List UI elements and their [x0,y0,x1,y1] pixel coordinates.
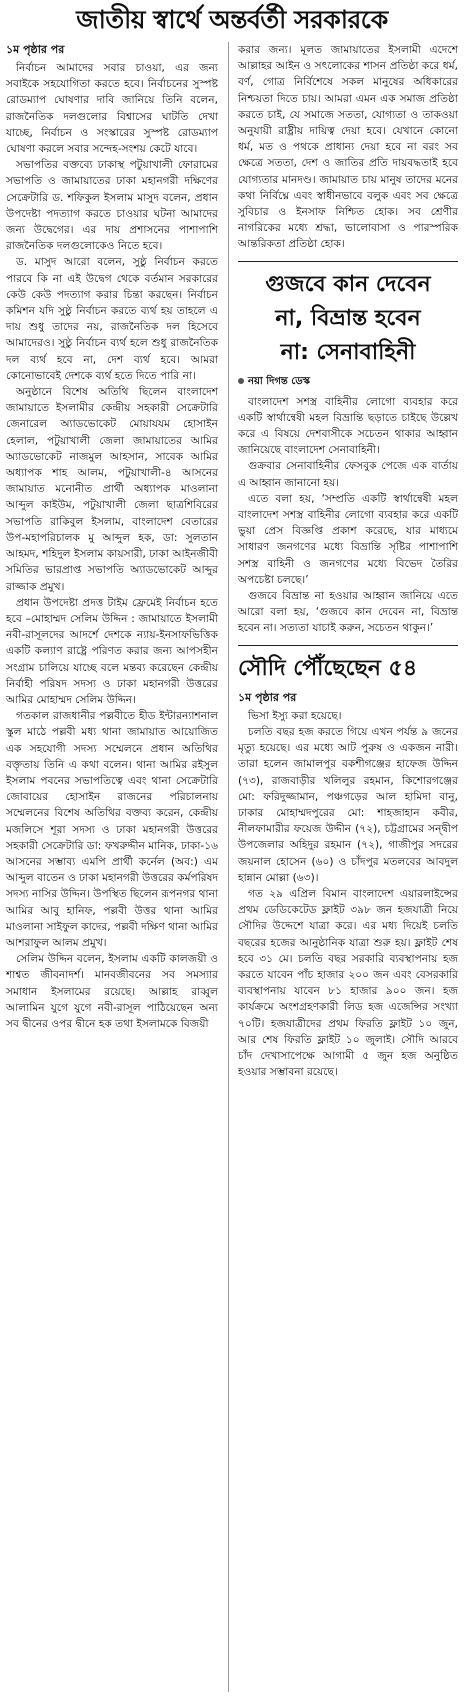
continued-label: ১ম পৃষ্ঠার পর [238,690,297,704]
bullet-icon [238,378,244,384]
article-paragraph: সভাপতির বক্তব্যে ঢাকাস্থ পটুয়াখালী ফোরামের সভাপতি ও জামায়াতের ঢাকা মহানগরী দক্ষিণের সেক্রেটারি ড. শফিকুল ইসলাম মাসুদ বলেন, প্রধান উপদেষ্টা পদত্যাগ করতে চাওয়ার ঘটনা আমাদের জন্য উদ্বেগের। এর দায় প্রশাসনের পাশাপাশি রাজনৈতিক দলগুলোকেও নিতে হবে। [6,159,218,253]
article-paragraph: এতে বলা হয়, ‘সম্প্রতি একটি স্বার্থান্বেষী মহল বাংলাদেশ সশস্ত্র বাহিনীর লোগো ব্যবহার করে একটি ভুয়া প্রেস বিজ্ঞপ্তি প্রকাশ করেছে, যার মাধ্যমে সাধারণ জনগণের মধ্যে বিভ্রান্তি সৃষ্টির পাশাপাশি সশস্ত্র বাহিনী ও জনগণের মধ্যে বিভেদ তৈরির অপচেষ্টা চলছে।’ [238,492,458,586]
left-column [6,42,218,1032]
article-paragraph: গুজবে বিভ্রান্ত না হওয়ার আহ্বান জানিয়ে এতে আরো বলা হয়, ‘গুজবে কান দেবেন না, বিভ্রান্ত হবেন না। সত্যতা যাচাই করুন, সচেতন থাকুন।’ [238,590,458,635]
right-column [238,42,458,1080]
article-paragraph: গুক্রবার সেনাবাহিনীর ফেসবুক পেজে এক বার্তায় এ আহ্বান জানানো হয়। [238,460,458,489]
headline-line: না, বিভ্রান্ত হবেন [275,305,421,331]
byline [238,374,458,390]
headline-line: সৌদি পৌঁছেছেন ৫৪ [238,655,418,681]
main-headline: জাতীয় স্বার্থে অন্তর্বর্তী সরকারকে [76,5,388,34]
article-paragraph: গত ২৯ এপ্রিল বিমান বাংলাদেশ এয়ারলাইন্সের প্রথম ডেডিকেটেড ফ্লাইট ৩৯৮ জন হজযাত্রী নিয়ে সৌদির উদ্দেশে যাত্রা করে। এর মধ্য দিয়েই চলতি বছরের হজের আনুষ্ঠানিক যাত্রা শুরু হয়। ফ্লাইট শেষ হবে ৩১ মে। চলতি বছর সরকারি ব্যবস্থাপনায় হজ করতে যাবেন পাঁচ হাজার ২০০ জন এবং বেসরকারি ব্যবস্থাপনায় যাবেন ৮১ হাজার ৯০০ জন। হজ কার্যক্রমে অংশগ্রহণকারী লিড হজ এজেন্সির সংখ্যা ৭০টি। হজযাত্রীদের প্রথম ফিরতি ফ্লাইট ১০ জুন, আর শেষ ফিরতি ফ্লাইট ১০ জুলাই। সৌদি আরবে চাঁদ দেখাসাপেক্ষে আগামী ৫ জুন হজ অনুষ্ঠিত হওয়ার সম্ভাবনা রয়েছে। [238,887,458,1079]
article-paragraph: প্রধান উপদেষ্টা প্রদত্ত টাইম ফ্রেমেই নির্বাচন হতে হবে –মোহাম্মদ সেলিম উদ্দিন : জামায়াতে ইসলামী নবী-রাসূলদের আদর্শে দেশকে ন্যায়-ইনসাফভিত্তিক একটি কল্যাণ রাষ্ট্রে পরিণত করার জন্য আপসহীন সংগ্রাম চালিয়ে যাচ্ছে বলে মন্তব্য করেছেন কেন্দ্রীয় নির্বাহী পরিষদ সদস্য ও ঢাকা মহানগরী উত্তরের আমির মোহাম্মদ সেলিম উদ্দিন। [6,596,218,706]
saudi-article-headline [238,645,458,686]
article-paragraph: চলতি বছর হজ করতে গিয়ে এখন পর্যন্ত ৯ জনের মৃত্যু হয়েছে। এর মধ্যে আট পুরুষ ও একজন নারী। তারা হলেন জামালপুর বকশীগঞ্জের হাফেজ উদ্দিন (৭৩), রাজবাড়ীর খলিলুর রহমান, কিশোরগঞ্জের মো: ফরিদুজ্জামান, পঞ্চগড়ের আল হামিদা বানু, ঢাকার মোহাম্মদপুরের মো: শাহজাহান কবীর, নীলফামারীর ফয়েজ উদ্দীন (৭২), চট্টগ্রামের সন্দ্বীপ উপজেলার অহিদুর রহমান (৭২), গাজীপুর সদরের জয়নাল হোসেন (৬০) ও চাঁদপুর মতলবের আবদুল হান্নান মোল্লা (৬৩)। [238,725,458,884]
article-paragraph: বাংলাদেশ সশস্ত্র বাহিনীর লোগো ব্যবহার করে একটি স্বার্থান্বেষী মহল বিভ্রান্তি ছড়াতে চাইছে উল্লেখ করে এ বিষয়ে দেশবাসীকে সচেতন থাকার আহ্বান জানিয়েছে বাংলাদেশ সেনাবাহিনী। [238,395,458,457]
article-paragraph: নির্বাচন আমাদের সবার চাওয়া, এর জন্য সবাইকে সহযোগিতা করতে হবে। নির্বাচনের সুস্পষ্ট রোডম্যাপ ঘোষণার দাবি জানিয়ে তিনি বলেন, রাজনৈতিক দলগুলোর বিশ্বাসের ঘাটতি দেখা যাচ্ছে, নির্বাচন ও সংস্কারের সুস্পষ্ট রোডম্যাপ ঘোষণা করলে সবার সন্দেহ-সংশয় কেটে যাবে। [6,62,218,156]
article-paragraph: ড. মাসুদ আরো বলেন, সুষ্ঠু নির্বাচন করতে পারবে কি না এই উদ্বেগ থেকে বর্তমান সরকারের কেউ কেউ পদত্যাগ করার চিন্তা করছেন। নির্বাচন কমিশন যদি সুষ্ঠু নির্বাচন করতে ব্যর্থ হয় তাহলে এ দায় শুধু তাদের নয়, রাজনৈতিক দল হিসেবে আমাদেরও। সুষ্ঠু নির্বাচন ব্যর্থ হলে শুধু রাজনৈতিক দল ব্যর্থ হবে না, দেশ ব্যর্থ হবে। আমরা কোনোভাবেই দেশকে ব্যর্থ হতে দিতে পারি না। [6,256,218,382]
article-paragraph: সেলিম উদ্দিন বলেন, ইসলাম একটি কালজয়ী ও শাশ্বত জীবনাদর্শ। মানবজীবনের সব সমস্যার সমাধান ইসলামের রয়েছে। আল্লাহ রাব্বুল আলামিন যুগে যুগে নবী-রাসূল পাঠিয়েছেন অন্য সব দ্বীনের ওপর দ্বীনে হক তথা ইসলামকে বিজয়ী [6,953,218,1030]
army-article-headline [238,261,458,370]
article-paragraph: করার জন্য। মূলত জামায়াতের ইসলামী এদেশে আল্লাহর আইন ও সৎলোকের শাসন প্রতিষ্ঠা করে ধর্ম, বর্ণ, গোত্র নির্বিশেষে সকল মানুষের অধিকারের নিশ্চয়তা দিতে চায়। আমরা এমন এক সমাজ প্রতিষ্ঠা করতে চাই, যে সমাজে সততা, যোগ্যতা ও তাকওয়া অনুযায়ী রাষ্ট্রীয় দায়িত্ব দেয়া হবে। যেখানে কোনো ধর্ম, মত ও পথকে প্রাধান্য দেয়া হবে না বরং সব ক্ষেত্রে সততা, দেশ ও জাতির প্রতি দায়বদ্ধতাই হবে যোগ্যতার মানদণ্ড। জামায়াত চায় মানুষ তাদের মনের কথা নির্বিঘ্নে এবং স্বাধীনভাবে বলুক এবং সব ক্ষেত্রে সুবিচার ও ইনসাফ নিশ্চিত হোক। সব শ্রেণীর নাগরিকের মধ্যে শ্রদ্ধা, ভালোবাসা ও পারস্পরিক আন্তরিকতা প্রতিষ্ঠা হোক। [238,44,458,251]
article-paragraph: গতকাল রাজধানীর পল্লবীতে হীড ইন্টারন্যাশনাল স্কুল মাঠে পল্লবী মধ্য থানা জামায়াত আয়োজিত এক সহযোগী সদস্য সম্মেলনে প্রধান অতিথির বক্তৃতায় তিনি এ কথা বলেন। থানা আমির রইসুল ইসলাম পবনের সভাপতিত্বে এবং থানা সেক্রেটারি জোবায়ের হোসাইন রাজনের পরিচালনায় সম্মেলনের বিশেষ অতিথির বক্তব্য করেন, কেন্দ্রীয় মজলিসে শূরা সদস্য ও ঢাকা মহানগরী উত্তরের সহকারী সেক্রেটারি ডা: ফখরুদ্দীন মানিক, ঢাকা-১৬ আসনের সম্ভাব্য এমপি প্রার্থী কর্নেল (অব:) এম আব্দুল বাতেন ও ঢাকা মহানগরী উত্তরের কর্মপরিষদ সদস্য নাসির উদ্দিন। উপস্থিত ছিলেন রূপনগর থানা আমির আবু হানিফ, পল্লবী উত্তর থানা আমির মাওলানা সাইফুল কাদের, পল্লবী দক্ষিণ থানা আমির আশরাফুল আলম প্রমুখ। [6,710,219,949]
article-paragraph: অনুষ্ঠানে বিশেষ অতিথি ছিলেন বাংলাদেশ জামায়াতে ইসলামীর কেন্দ্রীয় সহকারী সেক্রেটারি জেনারেল অ্যাডভোকেট মোয়াযযম হোসাইন হেলাল, পটুয়াখালী জেলা জামায়াতের আমির অ্যাডভোকেট নাজমুল আহসান, সাবেক আমির অধ্যাপক শাহ আলম, পটুয়াখালী-৪ আসনের জামায়াত মনোনীত প্রার্থী অধ্যাপক মাওলানা আব্দুল কাইউম, পটুয়াখালী জেলা ছাত্রশিবিরের সভাপতি রাকিবুল ইসলাম, বাংলাদেশ বেতারের উপ-মহাপরিচালক মু আব্দুল হক, ডা: সুলতান আহমদ, শহিদুল ইসলাম কায়সারী, ঢাকা আইনজীবী সমিতির ভারপ্রাপ্ত সভাপতি অ্যাডভোকেট আব্দুর রাজ্জাক প্রমুখ। [6,386,218,593]
article-paragraph: ভিসা ইস্যু করা হয়েছে। [248,709,342,722]
column-divider [228,42,229,1692]
headline-line: গুজবে কান দেবেন [265,271,431,297]
byline-text: নয়া দিগন্ত ডেস্ক [248,375,310,387]
continued-label: ১ম পৃষ্ঠার পর [6,43,65,56]
headline-line: না: সেনাবাহিনী [280,339,416,365]
